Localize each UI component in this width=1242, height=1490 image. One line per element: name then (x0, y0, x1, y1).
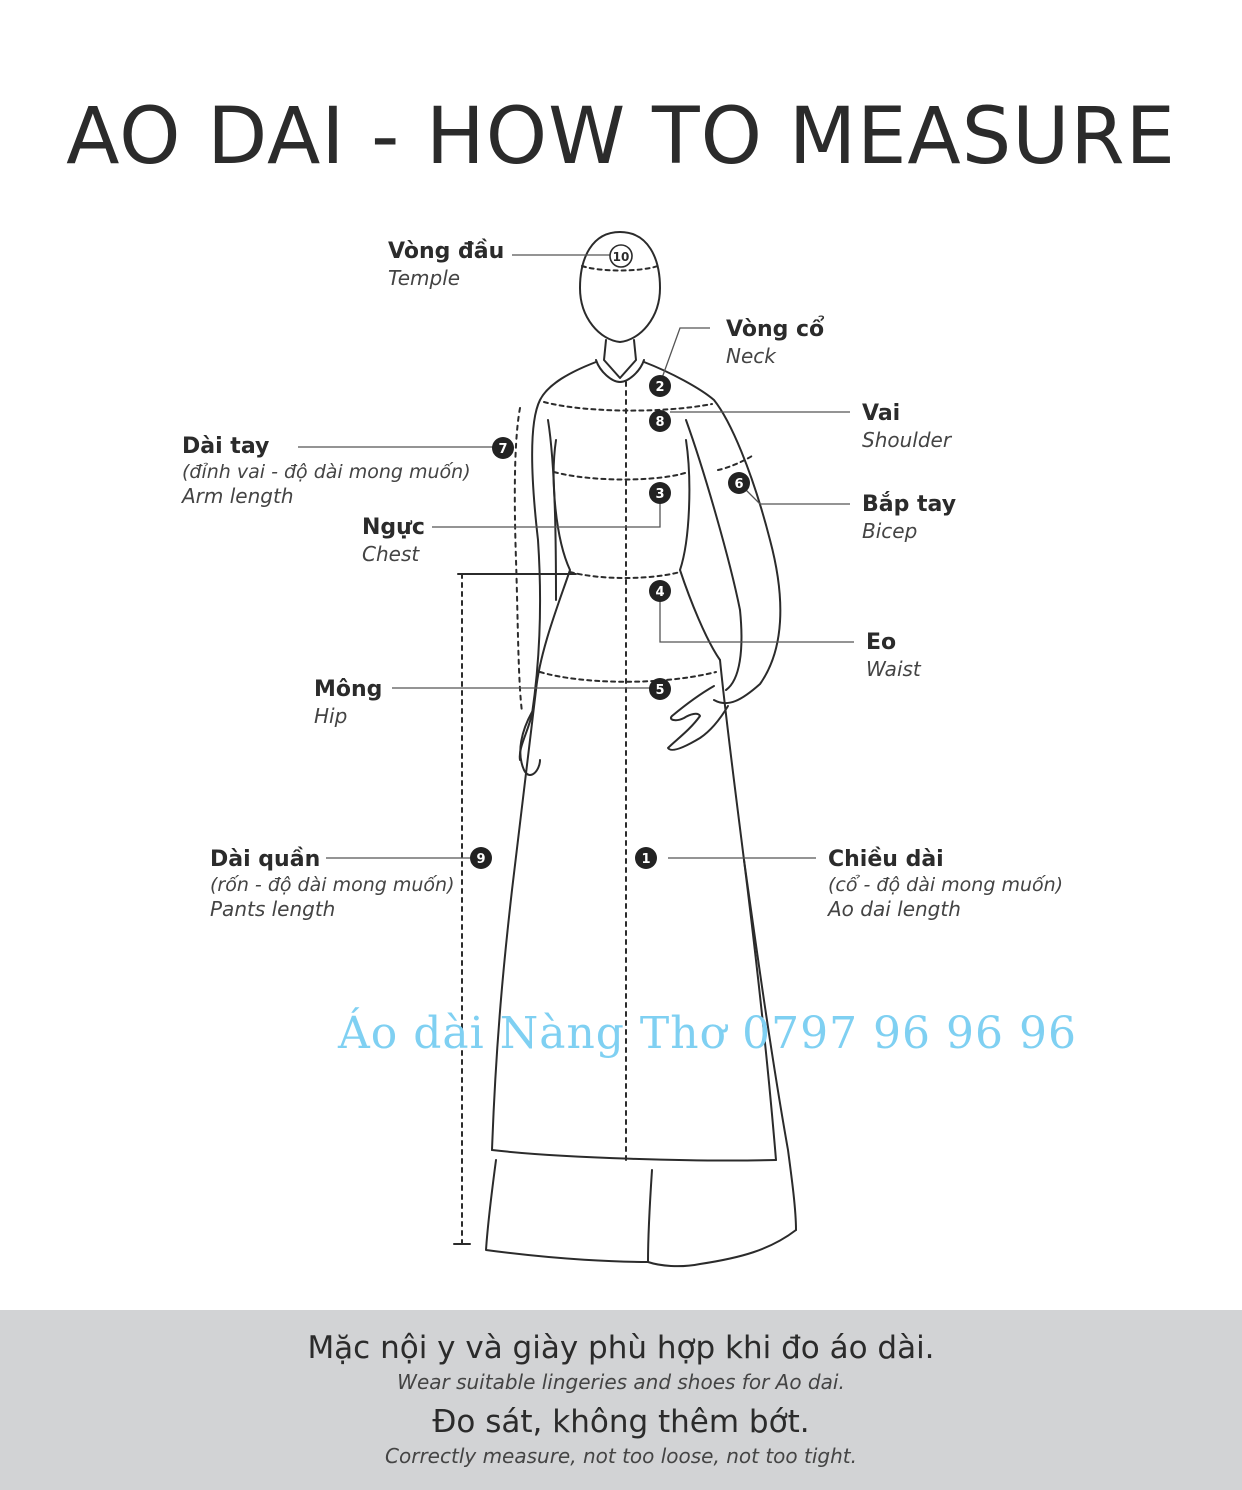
hip-dashed-line (540, 672, 716, 682)
marker-2 (649, 375, 671, 397)
label-pants-length (210, 846, 454, 922)
marker-10 (610, 245, 632, 267)
figure-dress-right (720, 660, 776, 1160)
label-en: Temple (388, 265, 461, 290)
label-chest (362, 514, 425, 567)
label-vi: Bắp tay (862, 492, 957, 517)
label-vi: Vai (862, 401, 901, 426)
leader-bicep (746, 490, 850, 504)
leader-neck (662, 328, 710, 378)
marker-6 (728, 472, 750, 494)
footer-banner (0, 1310, 1242, 1490)
figure-collar (604, 340, 636, 378)
marker-number: 6 (734, 477, 744, 492)
marker-number: 10 (612, 250, 630, 264)
marker-8 (649, 410, 671, 432)
marker-3 (649, 482, 671, 504)
label-bicep (862, 491, 956, 544)
label-en: Pants length (210, 897, 336, 922)
marker-number: 2 (655, 380, 665, 395)
page-title: AO DAI - HOW TO MEASURE (66, 92, 1176, 182)
label-vi: Vòng đầu (388, 239, 505, 264)
label-en: Shoulder (862, 427, 952, 452)
figure-torso-left (536, 440, 570, 690)
label-temple (388, 238, 504, 291)
label-vi: Mông (314, 677, 383, 702)
label-en: Arm length (182, 484, 294, 509)
label-vi: Dài tay (182, 434, 270, 459)
marker-number: 3 (655, 487, 665, 502)
marker-4 (649, 580, 671, 602)
label-waist (866, 629, 921, 682)
footer-line2-vi: Đo sát, không thêm bớt. (432, 1404, 810, 1440)
label-en: Hip (314, 703, 348, 728)
label-vi: Chiều dài (828, 847, 944, 872)
marker-5 (649, 678, 671, 700)
figure-dress-hem (492, 1150, 776, 1161)
label-hip (314, 676, 382, 729)
marker-number: 8 (655, 415, 665, 430)
label-en: Bicep (862, 518, 918, 543)
footer-line1-vi: Mặc nội y và giày phù hợp khi đo áo dài. (307, 1330, 935, 1366)
label-note: (rốn - độ dài mong muốn) (210, 873, 455, 896)
footer-line2-en: Correctly measure, not too loose, not too tight. (385, 1444, 857, 1468)
label-en: Neck (726, 343, 776, 368)
figure-right-hand (668, 686, 728, 750)
leader-waist (660, 600, 854, 642)
label-en: Waist (866, 656, 921, 681)
label-vi: Vòng cổ (726, 317, 825, 342)
footer-line1-en: Wear suitable lingeries and shoes for Ao dai. (397, 1370, 845, 1394)
marker-1 (635, 847, 657, 869)
figure-pants (486, 1160, 796, 1266)
arm-length-dashed-line (515, 408, 522, 712)
marker-9 (470, 847, 492, 869)
marker-number: 1 (641, 852, 651, 867)
watermark-text: Áo dài Nàng Thơ 0797 96 96 96 (338, 1008, 1077, 1059)
label-en: Chest (362, 541, 420, 566)
label-note: (cổ - độ dài mong muốn) (828, 873, 1064, 896)
label-note: (đỉnh vai - độ dài mong muốn) (182, 460, 471, 483)
marker-7 (492, 437, 514, 459)
figure-left-arm (520, 362, 596, 760)
label-ao-dai-length (828, 846, 1063, 922)
marker-number: 9 (476, 852, 486, 867)
label-vi: Ngực (362, 515, 425, 540)
label-neck (726, 316, 824, 369)
label-en: Ao dai length (828, 897, 961, 922)
shoulder-dashed-line (544, 402, 712, 411)
label-vi: Dài quần (210, 847, 321, 872)
marker-number: 4 (655, 585, 665, 600)
label-arm-length (182, 433, 471, 509)
figure-dress-left (492, 690, 536, 1150)
label-shoulder (862, 400, 951, 453)
marker-number: 7 (498, 442, 508, 457)
label-vi: Eo (866, 630, 897, 655)
chest-dashed-line (554, 472, 688, 480)
marker-number: 5 (655, 683, 665, 698)
